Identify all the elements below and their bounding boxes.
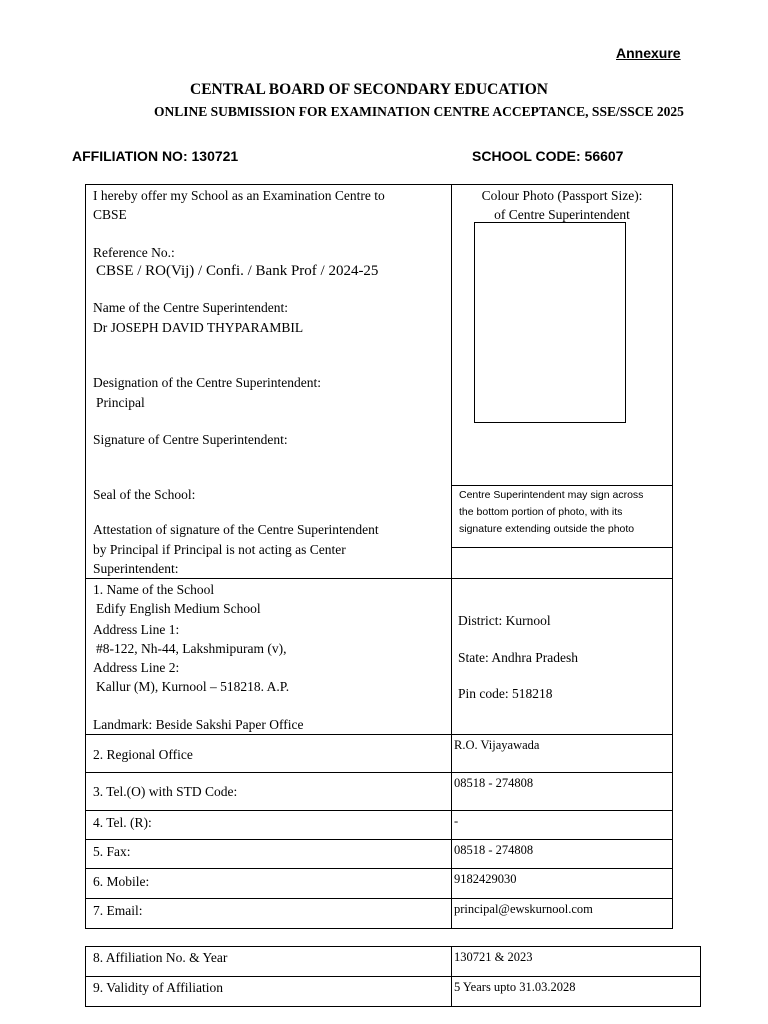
landmark: Landmark: Beside Sakshi Paper Office [93, 717, 304, 732]
school-name-value: Edify English Medium School [96, 601, 261, 616]
reference-value: CBSE / RO(Vij) / Confi. / Bank Prof / 2024-25 [96, 263, 379, 279]
row-divider [85, 810, 673, 811]
offer-text-2: CBSE [93, 207, 127, 222]
tel-residence-label: 4. Tel. (R): [93, 815, 152, 830]
seal-label: Seal of the School: [93, 487, 196, 502]
attestation-line-3: Superintendent: [93, 561, 179, 576]
board-title: CENTRAL BOARD OF SECONDARY EDUCATION [190, 81, 548, 98]
state: State: Andhra Pradesh [458, 650, 578, 665]
photo-label-1: Colour Photo (Passport Size): [481, 188, 643, 203]
offer-text-1: I hereby offer my School as an Examination Centre to [93, 188, 385, 203]
school-name-label: 1. Name of the School [93, 582, 215, 597]
pin-code: Pin code: 518218 [458, 686, 553, 701]
regional-office-value: R.O. Vijayawada [454, 738, 540, 752]
tel-residence-value: - [454, 814, 459, 828]
designation-value: Principal [96, 395, 145, 410]
photo-label-2: of Centre Superintendent [494, 207, 630, 222]
signature-note-1: Centre Superintendent may sign across [459, 489, 644, 501]
photo-placeholder [474, 222, 626, 423]
superintendent-name-label: Name of the Centre Superintendent: [93, 300, 288, 315]
fax-value: 08518 - 274808 [454, 843, 534, 857]
fax-label: 5. Fax: [93, 844, 131, 859]
address-line-2-value: Kallur (M), Kurnool – 518218. A.P. [96, 679, 290, 694]
row-divider [85, 868, 673, 869]
validity-label: 9. Validity of Affiliation [93, 980, 223, 995]
row-divider [85, 898, 673, 899]
form-subtitle: ONLINE SUBMISSION FOR EXAMINATION CENTRE ACCEPTANCE, SSE/SSCE 2025 [154, 104, 684, 119]
address-line-2-label: Address Line 2: [93, 660, 180, 675]
signature-note-2: the bottom portion of photo, with its [459, 506, 623, 518]
address-line-1-value: #8-122, Nh-44, Lakshmipuram (v), [96, 641, 287, 656]
tel-office-value: 08518 - 274808 [454, 776, 534, 790]
row-divider [85, 734, 673, 735]
affiliation-year-label: 8. Affiliation No. & Year [93, 950, 228, 965]
school-code: SCHOOL CODE: 56607 [472, 148, 624, 164]
signature-note-3: signature extending outside the photo [459, 523, 635, 535]
reference-label: Reference No.: [93, 245, 175, 260]
annexure-label: Annexure [616, 45, 681, 61]
tel-office-label: 3. Tel.(O) with STD Code: [93, 784, 238, 799]
email-value: principal@ewskurnool.com [454, 902, 593, 916]
affiliation-number: AFFILIATION NO: 130721 [72, 148, 239, 164]
regional-office-label: 2. Regional Office [93, 747, 193, 762]
row-divider [85, 578, 673, 579]
validity-value: 5 Years upto 31.03.2028 [454, 980, 576, 994]
mobile-value: 9182429030 [454, 872, 517, 886]
designation-label: Designation of the Centre Superintendent: [93, 375, 321, 390]
column-divider [451, 184, 452, 929]
address-line-1-label: Address Line 1: [93, 622, 180, 637]
signature-label: Signature of Centre Superintendent: [93, 432, 288, 447]
email-label: 7. Email: [93, 903, 143, 918]
row-divider [85, 976, 701, 977]
row-divider [85, 839, 673, 840]
affiliation-year-value: 130721 & 2023 [454, 950, 533, 964]
superintendent-name-value: Dr JOSEPH DAVID THYPARAMBIL [93, 320, 304, 335]
mobile-label: 6. Mobile: [93, 874, 150, 889]
attestation-line-2: by Principal if Principal is not acting as Center [93, 542, 346, 557]
row-divider [85, 772, 673, 773]
attestation-line-1: Attestation of signature of the Centre Superintendent [93, 522, 379, 537]
district: District: Kurnool [458, 613, 551, 628]
